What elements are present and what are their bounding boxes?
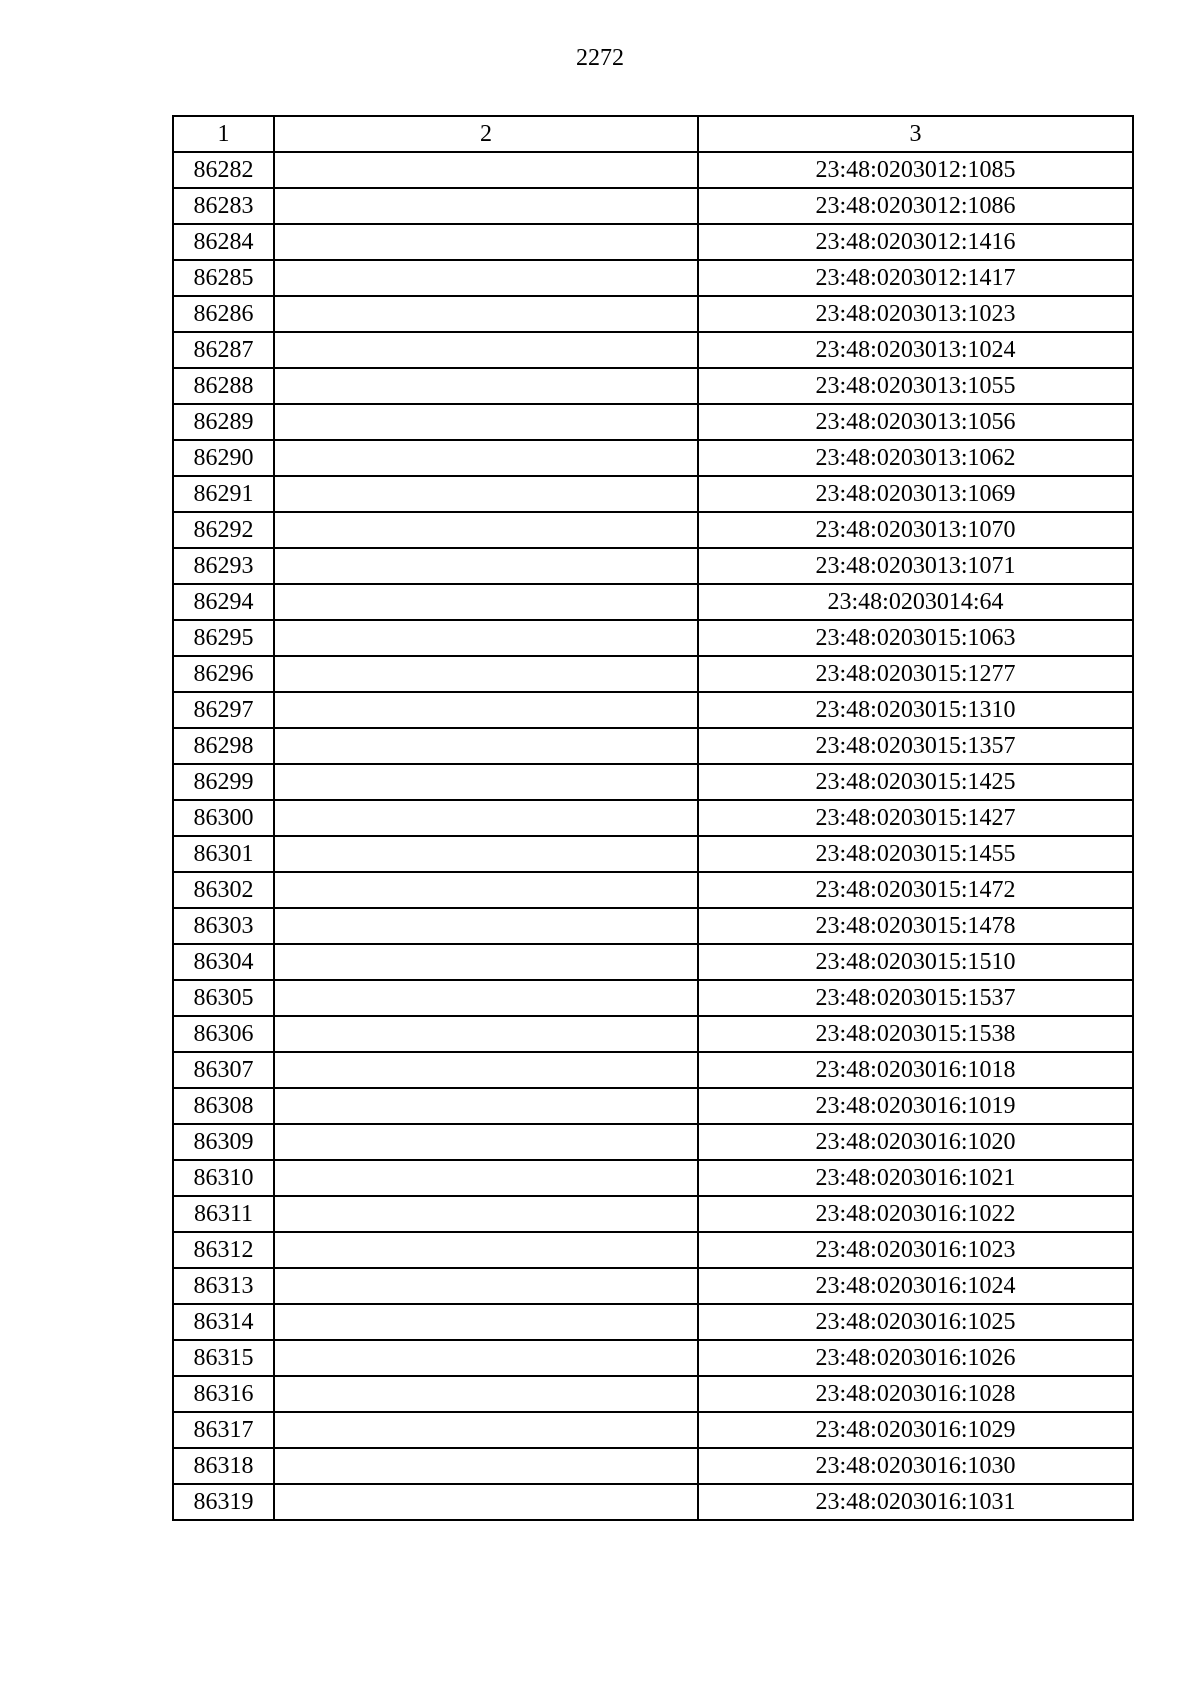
row-number-cell: 86316 (173, 1376, 274, 1412)
description-cell (274, 512, 698, 548)
cadastral-number-cell: 23:48:0203013:1071 (698, 548, 1133, 584)
table-row (173, 332, 1133, 368)
table-row (173, 1052, 1133, 1088)
table-row (173, 800, 1133, 836)
table-row (173, 1412, 1133, 1448)
row-number-cell: 86297 (173, 692, 274, 728)
table-row (173, 1160, 1133, 1196)
description-cell (274, 1376, 698, 1412)
description-cell (274, 944, 698, 980)
table-row (173, 764, 1133, 800)
row-number-cell: 86292 (173, 512, 274, 548)
row-number-cell: 86306 (173, 1016, 274, 1052)
description-cell (274, 404, 698, 440)
cadastral-number-cell: 23:48:0203013:1024 (698, 332, 1133, 368)
cadastral-number-cell: 23:48:0203016:1020 (698, 1124, 1133, 1160)
table-row (173, 1376, 1133, 1412)
row-number-cell: 86301 (173, 836, 274, 872)
description-cell (274, 1340, 698, 1376)
description-cell (274, 1412, 698, 1448)
description-cell (274, 1088, 698, 1124)
description-cell (274, 980, 698, 1016)
table-header (173, 116, 1133, 152)
cadastral-number-cell: 23:48:0203015:1063 (698, 620, 1133, 656)
table-row (173, 188, 1133, 224)
cadastral-number-cell: 23:48:0203016:1019 (698, 1088, 1133, 1124)
table-row (173, 1484, 1133, 1520)
description-cell (274, 836, 698, 872)
row-number-cell: 86286 (173, 296, 274, 332)
page-number: 2272 (576, 45, 624, 71)
table-row (173, 1232, 1133, 1268)
table-row (173, 224, 1133, 260)
description-cell (274, 188, 698, 224)
table-row (173, 836, 1133, 872)
row-number-cell: 86309 (173, 1124, 274, 1160)
cadastral-number-cell: 23:48:0203013:1069 (698, 476, 1133, 512)
cadastral-number-cell: 23:48:0203016:1028 (698, 1376, 1133, 1412)
description-cell (274, 1232, 698, 1268)
table-row (173, 1448, 1133, 1484)
column-header-1: 1 (173, 116, 274, 152)
row-number-cell: 86318 (173, 1448, 274, 1484)
row-number-cell: 86288 (173, 368, 274, 404)
cadastral-number-cell: 23:48:0203013:1070 (698, 512, 1133, 548)
table-row (173, 872, 1133, 908)
cadastral-number-cell: 23:48:0203016:1030 (698, 1448, 1133, 1484)
table-row (173, 1088, 1133, 1124)
cadastral-number-cell: 23:48:0203016:1031 (698, 1484, 1133, 1520)
row-number-cell: 86300 (173, 800, 274, 836)
row-number-cell: 86317 (173, 1412, 274, 1448)
cadastral-number-cell: 23:48:0203015:1310 (698, 692, 1133, 728)
description-cell (274, 764, 698, 800)
cadastral-number-cell: 23:48:0203015:1538 (698, 1016, 1133, 1052)
table-row (173, 260, 1133, 296)
cadastral-number-cell: 23:48:0203012:1416 (698, 224, 1133, 260)
row-number-cell: 86296 (173, 656, 274, 692)
cadastral-number-cell: 23:48:0203015:1478 (698, 908, 1133, 944)
description-cell (274, 872, 698, 908)
description-cell (274, 368, 698, 404)
row-number-cell: 86319 (173, 1484, 274, 1520)
row-number-cell: 86299 (173, 764, 274, 800)
table-row (173, 1124, 1133, 1160)
table-row (173, 980, 1133, 1016)
row-number-cell: 86282 (173, 152, 274, 188)
row-number-cell: 86305 (173, 980, 274, 1016)
row-number-cell: 86285 (173, 260, 274, 296)
description-cell (274, 260, 698, 296)
description-cell (274, 332, 698, 368)
cadastral-number-cell: 23:48:0203016:1025 (698, 1304, 1133, 1340)
description-cell (274, 296, 698, 332)
cadastral-number-cell: 23:48:0203016:1024 (698, 1268, 1133, 1304)
cadastral-number-cell: 23:48:0203013:1062 (698, 440, 1133, 476)
table-row (173, 1016, 1133, 1052)
table-row (173, 476, 1133, 512)
row-number-cell: 86307 (173, 1052, 274, 1088)
row-number-cell: 86298 (173, 728, 274, 764)
description-cell (274, 908, 698, 944)
row-number-cell: 86302 (173, 872, 274, 908)
table-row (173, 944, 1133, 980)
table-row (173, 1304, 1133, 1340)
row-number-cell: 86295 (173, 620, 274, 656)
row-number-cell: 86284 (173, 224, 274, 260)
cadastral-number-cell: 23:48:0203013:1055 (698, 368, 1133, 404)
table-row (173, 440, 1133, 476)
cadastral-number-cell: 23:48:0203015:1472 (698, 872, 1133, 908)
description-cell (274, 1160, 698, 1196)
cadastral-number-cell: 23:48:0203015:1510 (698, 944, 1133, 980)
row-number-cell: 86290 (173, 440, 274, 476)
description-cell (274, 692, 698, 728)
row-number-cell: 86293 (173, 548, 274, 584)
description-cell (274, 440, 698, 476)
description-cell (274, 1196, 698, 1232)
row-number-cell: 86283 (173, 188, 274, 224)
table-row (173, 728, 1133, 764)
column-header-3: 3 (698, 116, 1133, 152)
table-row (173, 620, 1133, 656)
table-row (173, 296, 1133, 332)
row-number-cell: 86303 (173, 908, 274, 944)
cadastral-number-cell: 23:48:0203016:1029 (698, 1412, 1133, 1448)
row-number-cell: 86315 (173, 1340, 274, 1376)
cadastral-number-cell: 23:48:0203012:1417 (698, 260, 1133, 296)
table-row (173, 1340, 1133, 1376)
cadastral-number-cell: 23:48:0203016:1023 (698, 1232, 1133, 1268)
cadastral-number-cell: 23:48:0203015:1455 (698, 836, 1133, 872)
description-cell (274, 1124, 698, 1160)
row-number-cell: 86308 (173, 1088, 274, 1124)
table-row (173, 152, 1133, 188)
row-number-cell: 86314 (173, 1304, 274, 1340)
cadastral-number-cell: 23:48:0203015:1537 (698, 980, 1133, 1016)
cadastral-number-cell: 23:48:0203012:1085 (698, 152, 1133, 188)
cadastral-number-cell: 23:48:0203015:1427 (698, 800, 1133, 836)
description-cell (274, 1052, 698, 1088)
cadastral-number-cell: 23:48:0203015:1277 (698, 656, 1133, 692)
table-row (173, 404, 1133, 440)
row-number-cell: 86287 (173, 332, 274, 368)
cadastral-number-cell: 23:48:0203014:64 (698, 584, 1133, 620)
description-cell (274, 1448, 698, 1484)
row-number-cell: 86304 (173, 944, 274, 980)
row-number-cell: 86313 (173, 1268, 274, 1304)
description-cell (274, 1016, 698, 1052)
description-cell (274, 1484, 698, 1520)
row-number-cell: 86291 (173, 476, 274, 512)
description-cell (274, 656, 698, 692)
description-cell (274, 620, 698, 656)
table-row (173, 512, 1133, 548)
cadastral-number-cell: 23:48:0203013:1056 (698, 404, 1133, 440)
cadastral-number-cell: 23:48:0203015:1357 (698, 728, 1133, 764)
description-cell (274, 476, 698, 512)
table-row (173, 368, 1133, 404)
data-table (172, 115, 1134, 1521)
cadastral-number-cell: 23:48:0203016:1022 (698, 1196, 1133, 1232)
description-cell (274, 728, 698, 764)
column-header-2: 2 (274, 116, 698, 152)
table-header-row (173, 116, 1133, 152)
description-cell (274, 1268, 698, 1304)
row-number-cell: 86310 (173, 1160, 274, 1196)
table-body (173, 152, 1133, 1520)
row-number-cell: 86294 (173, 584, 274, 620)
table-row (173, 584, 1133, 620)
table-row (173, 1196, 1133, 1232)
description-cell (274, 800, 698, 836)
cadastral-number-cell: 23:48:0203015:1425 (698, 764, 1133, 800)
description-cell (274, 224, 698, 260)
description-cell (274, 548, 698, 584)
table-row (173, 1268, 1133, 1304)
row-number-cell: 86312 (173, 1232, 274, 1268)
cadastral-number-cell: 23:48:0203016:1026 (698, 1340, 1133, 1376)
cadastral-number-cell: 23:48:0203016:1018 (698, 1052, 1133, 1088)
table-row (173, 692, 1133, 728)
table-row (173, 548, 1133, 584)
table-row (173, 908, 1133, 944)
description-cell (274, 584, 698, 620)
table-row (173, 656, 1133, 692)
cadastral-number-cell: 23:48:0203012:1086 (698, 188, 1133, 224)
cadastral-number-cell: 23:48:0203013:1023 (698, 296, 1133, 332)
row-number-cell: 86311 (173, 1196, 274, 1232)
description-cell (274, 1304, 698, 1340)
description-cell (274, 152, 698, 188)
row-number-cell: 86289 (173, 404, 274, 440)
cadastral-number-cell: 23:48:0203016:1021 (698, 1160, 1133, 1196)
